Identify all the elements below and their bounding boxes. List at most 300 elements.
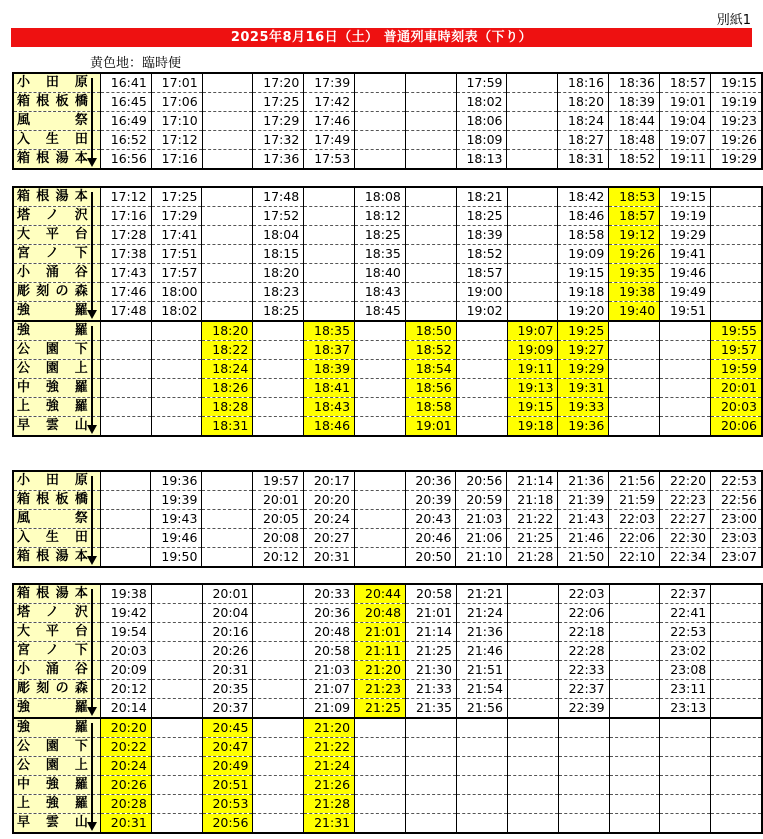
departure-time bbox=[457, 757, 508, 776]
departure-time: 20:31 bbox=[202, 661, 253, 680]
departure-time: 20:12 bbox=[100, 680, 151, 699]
station-name: 中強羅 bbox=[13, 776, 100, 795]
departure-time bbox=[457, 814, 508, 834]
table-row bbox=[13, 604, 762, 623]
station-name: 風祭 bbox=[13, 510, 100, 529]
departure-time bbox=[609, 661, 660, 680]
departure-time: 18:04 bbox=[253, 226, 304, 245]
departure-time bbox=[507, 187, 558, 207]
departure-time bbox=[253, 417, 304, 437]
departure-time: 20:53 bbox=[202, 795, 253, 814]
departure-time bbox=[711, 814, 762, 834]
departure-time: 19:36 bbox=[151, 471, 202, 491]
station-name: 小涌谷 bbox=[13, 661, 100, 680]
departure-time: 19:11 bbox=[660, 150, 711, 170]
departure-time bbox=[354, 510, 405, 529]
departure-time bbox=[558, 738, 609, 757]
direction-arrow bbox=[87, 192, 97, 319]
departure-time bbox=[355, 73, 406, 93]
departure-time: 19:49 bbox=[660, 283, 711, 302]
departure-time bbox=[253, 360, 304, 379]
departure-time: 20:26 bbox=[100, 776, 151, 795]
departure-time: 20:49 bbox=[202, 757, 253, 776]
departure-time bbox=[609, 776, 660, 795]
departure-time: 17:46 bbox=[304, 112, 355, 131]
departure-time: 22:30 bbox=[660, 529, 711, 548]
departure-time: 22:56 bbox=[711, 491, 762, 510]
departure-time: 18:15 bbox=[253, 245, 304, 264]
departure-time bbox=[711, 680, 762, 699]
departure-time bbox=[507, 584, 558, 604]
departure-time: 19:23 bbox=[710, 112, 762, 131]
departure-time bbox=[456, 417, 507, 437]
departure-time: 17:53 bbox=[304, 150, 355, 170]
departure-time: 18:48 bbox=[609, 131, 660, 150]
departure-time: 18:09 bbox=[456, 131, 507, 150]
departure-time: 21:18 bbox=[507, 491, 558, 510]
departure-time bbox=[405, 207, 456, 226]
direction-arrow bbox=[87, 589, 97, 716]
departure-time: 20:17 bbox=[303, 471, 354, 491]
table-row bbox=[13, 718, 762, 738]
departure-time bbox=[660, 341, 711, 360]
departure-time bbox=[100, 491, 151, 510]
departure-time: 17:28 bbox=[100, 226, 151, 245]
departure-time: 21:03 bbox=[304, 661, 355, 680]
departure-time bbox=[253, 623, 304, 642]
departure-time: 19:46 bbox=[660, 264, 711, 283]
departure-time: 18:02 bbox=[151, 302, 202, 322]
departure-time: 17:36 bbox=[253, 150, 304, 170]
departure-time: 23:08 bbox=[660, 661, 711, 680]
departure-time bbox=[406, 738, 457, 757]
departure-time bbox=[609, 757, 660, 776]
departure-time bbox=[253, 398, 304, 417]
departure-time bbox=[202, 207, 253, 226]
departure-time bbox=[609, 417, 660, 437]
departure-time: 18:26 bbox=[202, 379, 253, 398]
departure-time bbox=[711, 264, 762, 283]
departure-time: 21:36 bbox=[457, 623, 508, 642]
departure-time: 20:06 bbox=[711, 417, 762, 437]
station-name: 大平台 bbox=[13, 226, 100, 245]
departure-time bbox=[253, 661, 304, 680]
departure-time bbox=[151, 604, 202, 623]
departure-time: 20:16 bbox=[202, 623, 253, 642]
table-row bbox=[13, 491, 762, 510]
page-title: 2025年8月16日（土） 普通列車時刻表（下り） bbox=[11, 28, 752, 47]
departure-time bbox=[507, 642, 558, 661]
departure-time bbox=[355, 718, 406, 738]
station-name: 箱根板橋 bbox=[13, 93, 100, 112]
departure-time: 20:48 bbox=[355, 604, 406, 623]
departure-time: 17:25 bbox=[151, 187, 202, 207]
departure-time bbox=[711, 604, 762, 623]
direction-arrow bbox=[87, 723, 97, 831]
departure-time bbox=[304, 187, 355, 207]
departure-time: 17:06 bbox=[151, 93, 202, 112]
departure-time: 18:42 bbox=[558, 187, 609, 207]
departure-time: 18:52 bbox=[405, 341, 456, 360]
departure-time bbox=[660, 718, 711, 738]
departure-time bbox=[507, 814, 558, 834]
departure-time: 21:39 bbox=[558, 491, 609, 510]
departure-time bbox=[711, 776, 762, 795]
departure-time: 19:15 bbox=[710, 73, 762, 93]
station-name: 中強羅 bbox=[13, 379, 100, 398]
table-row bbox=[13, 207, 762, 226]
departure-time bbox=[507, 776, 558, 795]
departure-time: 21:10 bbox=[456, 548, 507, 568]
departure-time bbox=[406, 776, 457, 795]
departure-time bbox=[151, 642, 202, 661]
departure-time bbox=[507, 757, 558, 776]
departure-time: 19:15 bbox=[558, 264, 609, 283]
departure-time: 23:00 bbox=[711, 510, 762, 529]
departure-time bbox=[405, 93, 456, 112]
departure-time: 21:22 bbox=[507, 510, 558, 529]
departure-time: 21:25 bbox=[406, 642, 457, 661]
departure-time: 22:18 bbox=[558, 623, 609, 642]
departure-time: 21:28 bbox=[507, 548, 558, 568]
departure-time bbox=[405, 131, 456, 150]
departure-time bbox=[355, 341, 406, 360]
departure-time: 17:16 bbox=[100, 207, 151, 226]
table-row bbox=[13, 776, 762, 795]
departure-time bbox=[456, 398, 507, 417]
departure-time bbox=[660, 360, 711, 379]
departure-time bbox=[354, 529, 405, 548]
departure-time: 18:52 bbox=[609, 150, 660, 170]
departure-time: 22:23 bbox=[660, 491, 711, 510]
departure-time bbox=[253, 604, 304, 623]
table-row bbox=[13, 623, 762, 642]
departure-time bbox=[151, 321, 202, 341]
departure-time: 19:18 bbox=[507, 417, 558, 437]
departure-time: 23:03 bbox=[711, 529, 762, 548]
departure-time bbox=[202, 529, 253, 548]
departure-time: 20:14 bbox=[100, 699, 151, 719]
departure-time: 22:27 bbox=[660, 510, 711, 529]
departure-time: 18:58 bbox=[558, 226, 609, 245]
departure-time: 21:20 bbox=[355, 661, 406, 680]
departure-time: 19:29 bbox=[710, 150, 762, 170]
departure-time: 20:51 bbox=[202, 776, 253, 795]
departure-time: 21:36 bbox=[558, 471, 609, 491]
direction-arrow bbox=[87, 326, 97, 434]
departure-time: 19:36 bbox=[558, 417, 609, 437]
station-name: 箱根湯本 bbox=[13, 584, 100, 604]
departure-time bbox=[406, 718, 457, 738]
departure-time: 19:31 bbox=[558, 379, 609, 398]
departure-time: 17:01 bbox=[151, 73, 202, 93]
table-row bbox=[13, 187, 762, 207]
table-row bbox=[13, 131, 762, 150]
table-row bbox=[13, 510, 762, 529]
departure-time: 18:35 bbox=[355, 245, 406, 264]
departure-time bbox=[507, 623, 558, 642]
departure-time: 17:41 bbox=[151, 226, 202, 245]
departure-time: 20:24 bbox=[100, 757, 151, 776]
departure-time bbox=[100, 341, 151, 360]
station-name: 強羅 bbox=[13, 718, 100, 738]
timetable-yumoto-souunzan-2 bbox=[12, 583, 763, 834]
departure-time bbox=[253, 814, 304, 834]
attachment-label: 別紙1 bbox=[716, 13, 751, 28]
departure-time: 22:28 bbox=[558, 642, 609, 661]
departure-time bbox=[711, 226, 762, 245]
departure-time bbox=[507, 131, 558, 150]
departure-time bbox=[456, 360, 507, 379]
departure-time bbox=[355, 814, 406, 834]
departure-time bbox=[151, 379, 202, 398]
departure-time: 22:03 bbox=[609, 510, 660, 529]
departure-time bbox=[202, 187, 253, 207]
departure-time bbox=[660, 738, 711, 757]
departure-time: 20:24 bbox=[303, 510, 354, 529]
departure-time: 17:25 bbox=[253, 93, 304, 112]
departure-time bbox=[100, 529, 151, 548]
departure-time: 19:46 bbox=[151, 529, 202, 548]
departure-time: 18:46 bbox=[304, 417, 355, 437]
departure-time: 17:57 bbox=[151, 264, 202, 283]
departure-time: 21:30 bbox=[406, 661, 457, 680]
departure-time: 18:35 bbox=[304, 321, 355, 341]
departure-time bbox=[558, 776, 609, 795]
departure-time bbox=[202, 510, 253, 529]
departure-time bbox=[711, 738, 762, 757]
departure-time: 19:40 bbox=[609, 302, 660, 322]
table-row bbox=[13, 661, 762, 680]
departure-time: 17:51 bbox=[151, 245, 202, 264]
departure-time: 18:46 bbox=[558, 207, 609, 226]
departure-time: 18:56 bbox=[405, 379, 456, 398]
departure-time: 17:38 bbox=[100, 245, 151, 264]
departure-time bbox=[609, 623, 660, 642]
departure-time: 20:50 bbox=[405, 548, 456, 568]
departure-time: 19:51 bbox=[660, 302, 711, 322]
departure-time bbox=[304, 207, 355, 226]
departure-time: 19:54 bbox=[100, 623, 151, 642]
departure-time: 21:11 bbox=[355, 642, 406, 661]
departure-time bbox=[253, 699, 304, 719]
departure-time: 23:11 bbox=[660, 680, 711, 699]
table-row bbox=[13, 283, 762, 302]
departure-time bbox=[507, 150, 558, 170]
departure-time: 20:12 bbox=[253, 548, 304, 568]
station-name: 箱根湯本 bbox=[13, 548, 100, 568]
departure-time bbox=[151, 360, 202, 379]
direction-arrow bbox=[87, 78, 97, 167]
departure-time: 22:41 bbox=[660, 604, 711, 623]
departure-time bbox=[355, 776, 406, 795]
departure-time bbox=[507, 226, 558, 245]
departure-time bbox=[355, 321, 406, 341]
departure-time: 18:00 bbox=[151, 283, 202, 302]
departure-time: 18:45 bbox=[355, 302, 406, 322]
departure-time bbox=[151, 776, 202, 795]
departure-time: 19:19 bbox=[710, 93, 762, 112]
departure-time bbox=[405, 283, 456, 302]
departure-time: 17:49 bbox=[304, 131, 355, 150]
departure-time: 18:22 bbox=[202, 341, 253, 360]
station-name: 強羅 bbox=[13, 321, 100, 341]
departure-time bbox=[406, 757, 457, 776]
departure-time bbox=[151, 814, 202, 834]
departure-time bbox=[507, 738, 558, 757]
departure-time: 19:55 bbox=[711, 321, 762, 341]
departure-time: 18:58 bbox=[405, 398, 456, 417]
station-name: 入生田 bbox=[13, 131, 100, 150]
departure-time: 20:20 bbox=[303, 491, 354, 510]
departure-time: 18:31 bbox=[202, 417, 253, 437]
departure-time bbox=[253, 776, 304, 795]
departure-time: 20:27 bbox=[303, 529, 354, 548]
departure-time: 17:52 bbox=[253, 207, 304, 226]
departure-time bbox=[304, 226, 355, 245]
departure-time: 21:24 bbox=[304, 757, 355, 776]
departure-time bbox=[456, 321, 507, 341]
station-name: 早雲山 bbox=[13, 417, 100, 437]
departure-time: 18:25 bbox=[456, 207, 507, 226]
station-name: 箱根湯本 bbox=[13, 187, 100, 207]
departure-time bbox=[100, 548, 151, 568]
departure-time: 18:24 bbox=[202, 360, 253, 379]
departure-time: 19:33 bbox=[558, 398, 609, 417]
table-row bbox=[13, 417, 762, 437]
departure-time: 19:38 bbox=[609, 283, 660, 302]
departure-time: 21:56 bbox=[457, 699, 508, 719]
station-name: 塔ノ沢 bbox=[13, 207, 100, 226]
station-name: 小涌谷 bbox=[13, 264, 100, 283]
departure-time bbox=[558, 757, 609, 776]
departure-time bbox=[711, 661, 762, 680]
departure-time: 19:26 bbox=[609, 245, 660, 264]
departure-time: 19:50 bbox=[151, 548, 202, 568]
departure-time: 20:22 bbox=[100, 738, 151, 757]
departure-time bbox=[253, 341, 304, 360]
table-row bbox=[13, 398, 762, 417]
station-name: 大平台 bbox=[13, 623, 100, 642]
departure-time bbox=[202, 73, 253, 93]
departure-time bbox=[355, 360, 406, 379]
departure-time: 19:09 bbox=[558, 245, 609, 264]
departure-time bbox=[304, 264, 355, 283]
departure-time: 18:39 bbox=[304, 360, 355, 379]
departure-time bbox=[202, 548, 253, 568]
departure-time: 18:25 bbox=[355, 226, 406, 245]
station-name: 宮ノ下 bbox=[13, 245, 100, 264]
departure-time: 22:33 bbox=[558, 661, 609, 680]
table-row bbox=[13, 150, 762, 170]
departure-time bbox=[405, 187, 456, 207]
table-row bbox=[13, 245, 762, 264]
departure-time bbox=[151, 680, 202, 699]
departure-time: 17:46 bbox=[100, 283, 151, 302]
departure-time bbox=[609, 321, 660, 341]
departure-time bbox=[202, 226, 253, 245]
departure-time: 23:13 bbox=[660, 699, 711, 719]
departure-time bbox=[558, 795, 609, 814]
departure-time: 18:43 bbox=[355, 283, 406, 302]
departure-time bbox=[609, 360, 660, 379]
departure-time bbox=[355, 398, 406, 417]
departure-time: 19:19 bbox=[660, 207, 711, 226]
table-row bbox=[13, 226, 762, 245]
departure-time bbox=[711, 207, 762, 226]
departure-time: 21:28 bbox=[304, 795, 355, 814]
departure-time: 20:56 bbox=[456, 471, 507, 491]
departure-time: 18:41 bbox=[304, 379, 355, 398]
departure-time: 20:44 bbox=[355, 584, 406, 604]
departure-time: 19:13 bbox=[507, 379, 558, 398]
departure-time: 20:58 bbox=[304, 642, 355, 661]
departure-time: 20:35 bbox=[202, 680, 253, 699]
departure-time bbox=[457, 776, 508, 795]
table-row bbox=[13, 264, 762, 283]
station-name: 小田原 bbox=[13, 73, 100, 93]
departure-time bbox=[355, 150, 406, 170]
departure-time bbox=[406, 795, 457, 814]
departure-time bbox=[151, 718, 202, 738]
departure-time: 18:37 bbox=[304, 341, 355, 360]
departure-time bbox=[354, 548, 405, 568]
departure-time bbox=[151, 341, 202, 360]
departure-time bbox=[609, 680, 660, 699]
departure-time bbox=[253, 379, 304, 398]
departure-time bbox=[253, 757, 304, 776]
departure-time bbox=[711, 642, 762, 661]
departure-time bbox=[405, 264, 456, 283]
departure-time: 16:41 bbox=[100, 73, 151, 93]
departure-time: 18:27 bbox=[558, 131, 609, 150]
departure-time: 20:31 bbox=[100, 814, 151, 834]
departure-time bbox=[100, 510, 151, 529]
station-name: 上強羅 bbox=[13, 795, 100, 814]
departure-time bbox=[202, 302, 253, 322]
departure-time bbox=[507, 283, 558, 302]
departure-time bbox=[151, 398, 202, 417]
departure-time bbox=[609, 699, 660, 719]
departure-time: 20:56 bbox=[202, 814, 253, 834]
departure-time: 21:25 bbox=[507, 529, 558, 548]
departure-time: 20:46 bbox=[405, 529, 456, 548]
departure-time: 17:48 bbox=[253, 187, 304, 207]
departure-time: 17:32 bbox=[253, 131, 304, 150]
departure-time bbox=[151, 584, 202, 604]
departure-time: 20:09 bbox=[100, 661, 151, 680]
departure-time: 17:39 bbox=[304, 73, 355, 93]
departure-time bbox=[507, 699, 558, 719]
departure-time: 16:56 bbox=[100, 150, 151, 170]
table-row bbox=[13, 699, 762, 719]
departure-time bbox=[507, 604, 558, 623]
departure-time: 20:05 bbox=[253, 510, 304, 529]
departure-time: 16:49 bbox=[100, 112, 151, 131]
departure-time bbox=[355, 379, 406, 398]
departure-time bbox=[100, 417, 151, 437]
departure-time: 22:37 bbox=[558, 680, 609, 699]
table-row bbox=[13, 738, 762, 757]
departure-time bbox=[609, 718, 660, 738]
departure-time: 17:59 bbox=[456, 73, 507, 93]
station-name: 強羅 bbox=[13, 302, 100, 322]
departure-time: 21:43 bbox=[558, 510, 609, 529]
departure-time: 21:26 bbox=[304, 776, 355, 795]
departure-time bbox=[457, 718, 508, 738]
station-name: 箱根板橋 bbox=[13, 491, 100, 510]
departure-time: 20:03 bbox=[100, 642, 151, 661]
